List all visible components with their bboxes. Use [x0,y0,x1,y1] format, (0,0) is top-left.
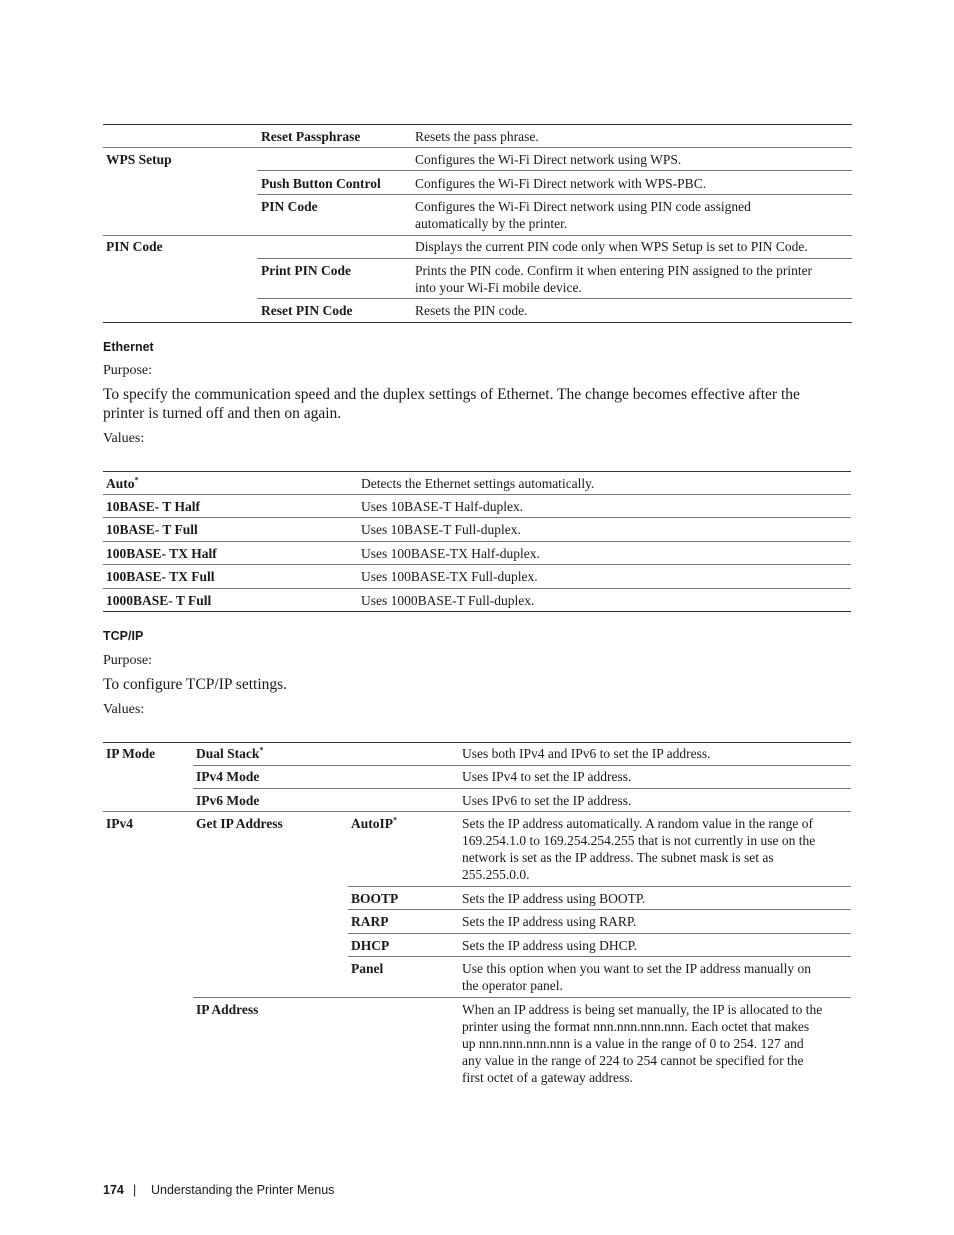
tcpip-ipv4-mode-label: IPv4 Mode [196,769,260,784]
tcpip-panel-desc-2: the operator panel. [462,978,563,993]
wifi-row-wps-setup-desc: Configures the Wi-Fi Direct network using WPS. [415,152,682,167]
wifi-row-reset-pin-desc: Resets the PIN code. [415,303,528,318]
wifi-row-print-pin-desc: Prints the PIN code. Confirm it when entering PIN assigned to the printer [415,263,813,278]
tcpip-ip-address-desc-3: up nnn.nnn.nnn.nnn is a value in the range of 0 to 254. 127 and [462,1036,804,1051]
tcpip-autoip-desc-4: 255.255.0.0. [462,867,530,882]
tcpip-dhcp-desc: Sets the IP address using DHCP. [462,938,638,953]
wifi-row-wps-setup-label: WPS Setup [106,152,172,167]
ethernet-row-1000t-full-desc: Uses 1000BASE-T Full-duplex. [361,593,535,608]
tcpip-ip-address-label: IP Address [196,1002,259,1017]
tcpip-autoip-desc-3: network is set as the IP address. The subnet mask is set as [462,850,774,865]
wifi-row-reset-pin-label: Reset PIN Code [261,303,353,318]
ethernet-row-100tx-half-label: 100BASE- TX Half [106,546,217,561]
tcpip-purpose-label: Purpose: [103,653,152,668]
ethernet-row-10t-full-label: 10BASE- T Full [106,522,198,537]
tcpip-bootp-label: BOOTP [351,891,399,906]
wifi-row-reset-passphrase-desc: Resets the pass phrase. [415,129,539,144]
default-marker: * [259,745,264,755]
default-marker: * [134,475,139,485]
ethernet-purpose-label: Purpose: [103,363,152,378]
tcpip-purpose-text: To configure TCP/IP settings. [103,676,288,693]
ethernet-row-auto-desc: Detects the Ethernet settings automatically. [361,476,595,491]
tcpip-ipv4-mode-desc: Uses IPv4 to set the IP address. [462,769,632,784]
tcpip-values-label: Values: [103,702,145,717]
wifi-row-print-pin-desc-2: into your Wi-Fi mobile device. [415,280,582,295]
wifi-row-pin-code-group-desc: Displays the current PIN code only when WPS Setup is set to PIN Code. [415,239,808,254]
ethernet-row-100tx-full-desc: Uses 100BASE-TX Full-duplex. [361,569,538,584]
footer-chapter-title: Understanding the Printer Menus [151,1183,335,1197]
ethernet-purpose-text-1: To specify the communication speed and the duplex settings of Ethernet. The change becomes effective after the [103,386,800,403]
wifi-row-reset-passphrase-label: Reset Passphrase [261,129,361,144]
default-marker: * [393,815,398,825]
tcpip-heading: TCP/IP [103,629,144,643]
ethernet-heading: Ethernet [103,340,154,354]
tcpip-ip-address-desc-5: first octet of a gateway address. [462,1070,633,1085]
wifi-row-push-button-label: Push Button Control [261,176,381,191]
ethernet-values-label: Values: [103,431,145,446]
tcpip-get-ip-label: Get IP Address [196,816,283,831]
wifi-row-pin-code-group-label: PIN Code [106,239,163,254]
tcpip-rarp-label: RARP [351,914,389,929]
ethernet-row-100tx-full-label: 100BASE- TX Full [106,569,215,584]
ethernet-row-10t-half-label: 10BASE- T Half [106,499,201,514]
tcpip-dhcp-label: DHCP [351,938,390,953]
footer-separator: | [133,1183,137,1197]
tcpip-dual-stack-label: Dual Stack* [196,745,264,761]
wifi-row-pin-code-desc: Configures the Wi-Fi Direct network using PIN code assigned [415,199,751,214]
ethernet-row-1000t-full-label: 1000BASE- T Full [106,593,212,608]
tcpip-ip-address-desc-4: any value in the range of 224 to 254 cannot be specified for the [462,1053,804,1068]
tcpip-autoip-desc-1: Sets the IP address automatically. A random value in the range of [462,816,814,831]
tcpip-rarp-desc: Sets the IP address using RARP. [462,914,637,929]
tcpip-panel-desc-1: Use this option when you want to set the IP address manually on [462,961,811,976]
tcpip-ip-address-desc-1: When an IP address is being set manually, the IP is allocated to the [462,1002,823,1017]
ethernet-row-auto-label: Auto* [106,475,139,491]
tcpip-bootp-desc: Sets the IP address using BOOTP. [462,891,646,906]
tcpip-ipv6-mode-desc: Uses IPv6 to set the IP address. [462,793,632,808]
ethernet-purpose-text-2: printer is turned off and then on again. [103,405,342,422]
ethernet-row-100tx-half-desc: Uses 100BASE-TX Half-duplex. [361,546,540,561]
wifi-row-pin-code-desc-2: automatically by the printer. [415,216,568,231]
ethernet-row-10t-half-desc: Uses 10BASE-T Half-duplex. [361,499,524,514]
wifi-row-pin-code-label: PIN Code [261,199,318,214]
tcpip-ip-address-desc-2: printer using the format nnn.nnn.nnn.nnn. Each octet that makes [462,1019,810,1034]
tcpip-autoip-desc-2: 169.254.1.0 to 169.254.254.255 that is not currently in use on the [462,833,816,848]
tcpip-autoip-label: AutoIP* [351,815,398,831]
wifi-row-print-pin-label: Print PIN Code [261,263,351,278]
tcpip-ipv6-mode-label: IPv6 Mode [196,793,260,808]
ethernet-row-10t-full-desc: Uses 10BASE-T Full-duplex. [361,522,521,537]
tcpip-panel-label: Panel [351,961,384,976]
wifi-row-push-button-desc: Configures the Wi-Fi Direct network with WPS-PBC. [415,176,707,191]
tcpip-ip-mode-label: IP Mode [106,746,156,761]
page-number: 174 [103,1183,124,1197]
tcpip-ipv4-label: IPv4 [106,816,133,831]
tcpip-dual-stack-desc: Uses both IPv4 and IPv6 to set the IP address. [462,746,711,761]
